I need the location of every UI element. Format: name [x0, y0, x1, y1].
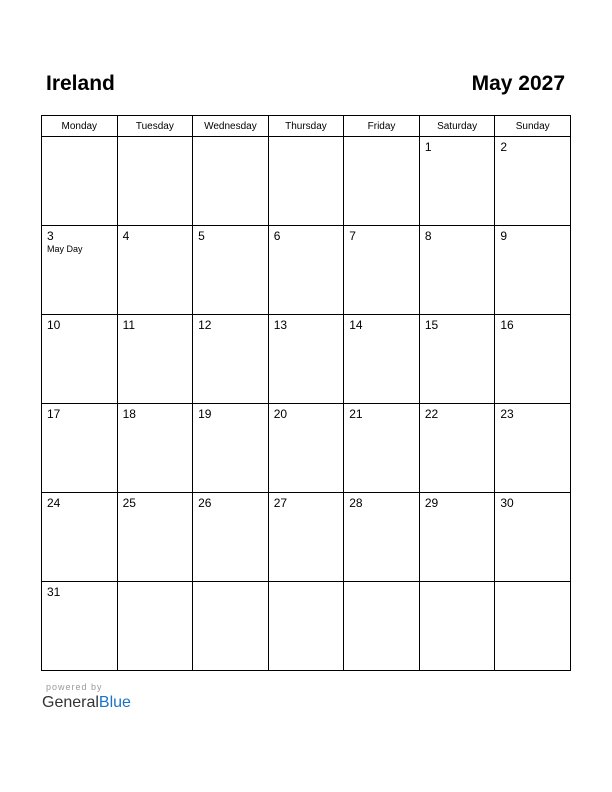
day-number: 14: [349, 318, 363, 332]
month-year-title: May 2027: [471, 72, 565, 95]
day-number: 7: [349, 229, 356, 243]
day-number: [118, 582, 193, 585]
day-number: 2: [500, 140, 508, 154]
day-number: [344, 582, 419, 585]
day-number: 30: [500, 496, 514, 510]
day-number: 31: [47, 585, 61, 599]
day-number: 5: [198, 229, 205, 243]
weekday-header-thursday: Thursday: [268, 116, 344, 137]
week-row: [42, 493, 571, 582]
day-number: 16: [500, 318, 514, 332]
day-cell: [419, 137, 495, 226]
day-cell: [193, 493, 269, 582]
day-number: 9: [500, 229, 508, 243]
day-number: [269, 582, 344, 585]
day-cell: [268, 404, 344, 493]
day-cell: [495, 137, 571, 226]
day-number: 28: [349, 496, 363, 510]
day-number: 1: [424, 140, 432, 154]
weekday-header-sunday: Sunday: [495, 116, 571, 137]
day-cell: [193, 315, 269, 404]
day-cell: [117, 493, 193, 582]
day-cell: [117, 137, 193, 226]
day-cell: [117, 315, 193, 404]
day-cell: [344, 226, 420, 315]
day-number: 18: [122, 407, 136, 421]
holiday-label: May Day: [47, 244, 83, 254]
week-row: [42, 226, 571, 315]
day-cell: [42, 226, 118, 315]
day-cell: [193, 137, 269, 226]
day-number: 29: [424, 496, 439, 510]
day-number: 8: [424, 229, 432, 243]
day-cell: [268, 315, 344, 404]
day-number: 26: [198, 496, 212, 510]
country-title: Ireland: [46, 72, 115, 95]
day-cell: [344, 582, 420, 671]
day-cell: [42, 137, 118, 226]
day-cell: [268, 226, 344, 315]
day-number: 13: [273, 318, 288, 332]
day-cell: [495, 493, 571, 582]
day-cell: [419, 582, 495, 671]
day-cell: [344, 137, 420, 226]
weekday-header-wednesday: Wednesday: [193, 116, 269, 137]
day-number: 11: [122, 318, 136, 332]
brand-general-text: General: [42, 694, 99, 711]
day-cell: [344, 493, 420, 582]
week-row: [42, 315, 571, 404]
day-cell: [419, 404, 495, 493]
day-number: 20: [273, 407, 288, 421]
day-cell: [495, 315, 571, 404]
day-cell: [193, 582, 269, 671]
day-cell: [419, 493, 495, 582]
day-number: 27: [273, 496, 288, 510]
calendar-grid: [41, 115, 571, 671]
day-number: 23: [500, 407, 514, 421]
day-number: 22: [424, 407, 439, 421]
day-cell: [495, 582, 571, 671]
day-cell: [193, 226, 269, 315]
weekday-header-monday: Monday: [42, 116, 118, 137]
weekday-header-tuesday: Tuesday: [117, 116, 193, 137]
week-row: [42, 582, 571, 671]
day-cell: [193, 404, 269, 493]
day-number: 6: [273, 229, 281, 243]
day-cell: [42, 493, 118, 582]
day-number: [495, 582, 570, 585]
day-cell: [117, 404, 193, 493]
day-cell: [268, 582, 344, 671]
day-cell: [42, 315, 118, 404]
day-cell: [42, 582, 118, 671]
weekday-header-friday: Friday: [344, 116, 420, 137]
day-number: [118, 137, 193, 140]
day-number: [193, 137, 268, 140]
day-cell: [419, 315, 495, 404]
day-number: 4: [122, 229, 130, 243]
day-cell: [268, 493, 344, 582]
day-number: 25: [122, 496, 136, 510]
day-number: [42, 137, 117, 140]
day-number: [269, 137, 344, 140]
day-number: 19: [198, 407, 212, 421]
day-cell: [117, 226, 193, 315]
day-number: 17: [47, 407, 61, 421]
day-number: 21: [349, 407, 363, 421]
day-cell: [495, 404, 571, 493]
generalblue-logo[interactable]: [42, 694, 131, 712]
day-cell: [117, 582, 193, 671]
powered-by-label: powered by: [46, 682, 103, 692]
day-number: 15: [424, 318, 439, 332]
day-number: [420, 582, 495, 585]
day-cell: [268, 137, 344, 226]
day-number: 24: [47, 496, 61, 510]
brand-blue-text: Blue: [98, 694, 131, 711]
day-cell: [419, 226, 495, 315]
day-number: 12: [198, 318, 212, 332]
day-number: [344, 137, 419, 140]
day-number: [193, 582, 268, 585]
day-cell: [495, 226, 571, 315]
day-cell: [42, 404, 118, 493]
week-row: [42, 137, 571, 226]
day-number: 10: [47, 318, 61, 332]
day-number: 3: [47, 229, 54, 243]
week-row: [42, 404, 571, 493]
day-cell: [344, 315, 420, 404]
weekday-header-row: [42, 116, 571, 137]
weekday-header-saturday: Saturday: [419, 116, 495, 137]
day-cell: [344, 404, 420, 493]
